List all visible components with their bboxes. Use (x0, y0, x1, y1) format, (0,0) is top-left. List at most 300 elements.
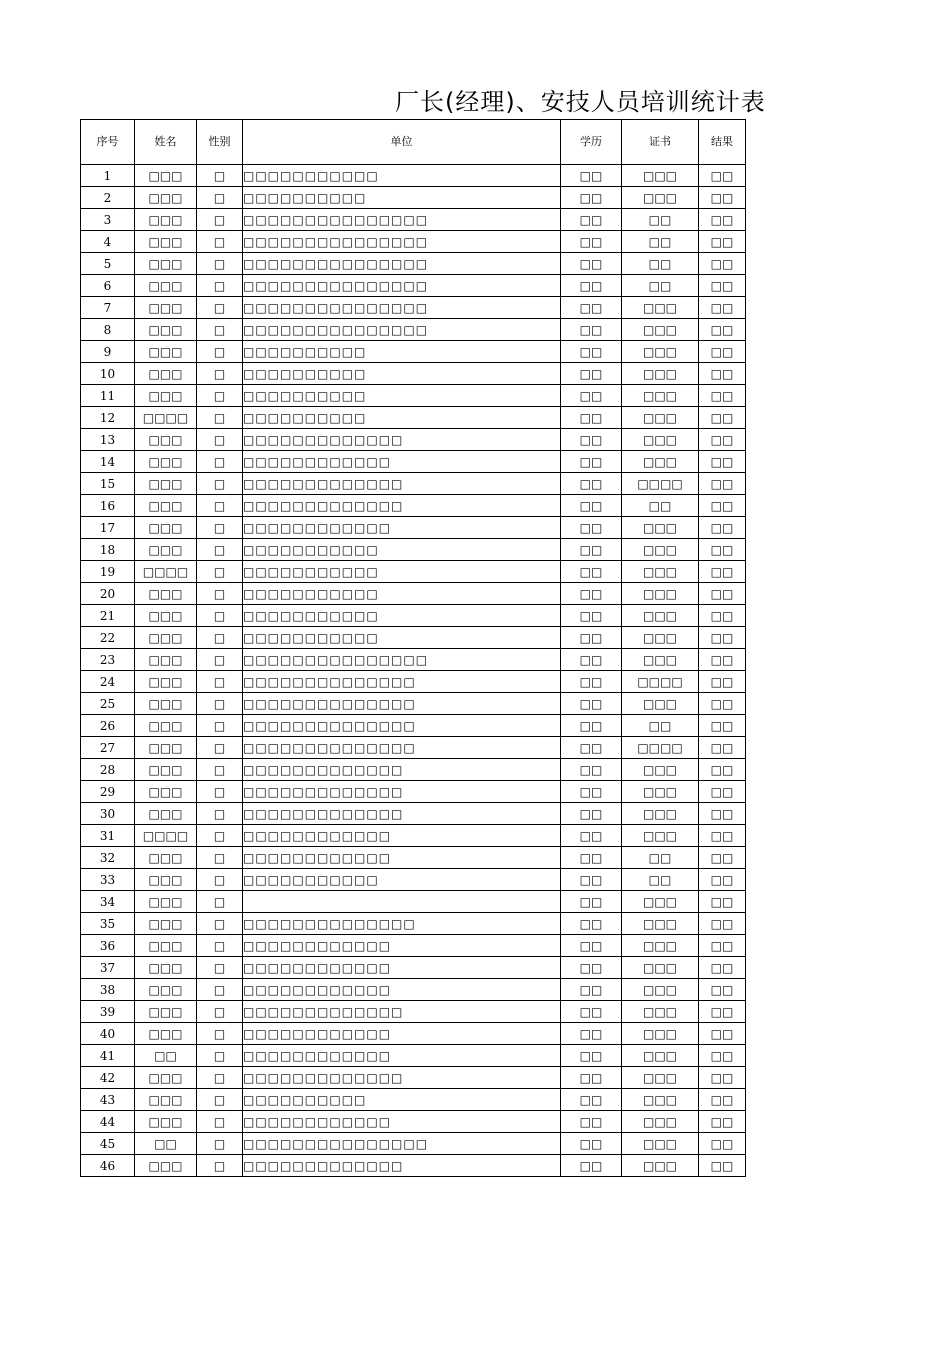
table-row (81, 715, 746, 737)
row-education: □□ (561, 319, 622, 341)
row-name: □□□ (135, 275, 197, 297)
row-education: □□ (561, 341, 622, 363)
row-sex: □ (197, 1023, 243, 1045)
row-unit: □□□□□□□□□□□ (243, 627, 561, 649)
row-number: 33 (81, 869, 135, 891)
row-education: □□ (561, 539, 622, 561)
row-education: □□ (561, 1023, 622, 1045)
row-education: □□ (561, 671, 622, 693)
row-sex: □ (197, 627, 243, 649)
row-sex: □ (197, 649, 243, 671)
row-certificate: □□□ (622, 1089, 699, 1111)
row-unit: □□□□□□□□□□□ (243, 561, 561, 583)
row-sex: □ (197, 1001, 243, 1023)
row-certificate: □□□ (622, 451, 699, 473)
row-sex: □ (197, 1111, 243, 1133)
row-sex: □ (197, 473, 243, 495)
row-sex: □ (197, 231, 243, 253)
row-sex: □ (197, 913, 243, 935)
row-education: □□ (561, 473, 622, 495)
row-unit: □□□□□□□□□□□□ (243, 957, 561, 979)
row-name: □□□ (135, 781, 197, 803)
row-certificate: □□□ (622, 1155, 699, 1177)
table-row (81, 1067, 746, 1089)
training-table (80, 119, 746, 1177)
row-number: 12 (81, 407, 135, 429)
row-certificate: □□ (622, 847, 699, 869)
row-unit (243, 891, 561, 913)
row-number: 6 (81, 275, 135, 297)
row-unit: □□□□□□□□□□□□□□ (243, 715, 561, 737)
row-unit: □□□□□□□□□□□□□□ (243, 913, 561, 935)
row-sex: □ (197, 803, 243, 825)
table-row (81, 803, 746, 825)
row-result: □□ (699, 275, 746, 297)
row-number: 36 (81, 935, 135, 957)
row-education: □□ (561, 407, 622, 429)
table-row (81, 1001, 746, 1023)
table-row (81, 473, 746, 495)
row-result: □□ (699, 517, 746, 539)
row-number: 18 (81, 539, 135, 561)
row-education: □□ (561, 517, 622, 539)
row-sex: □ (197, 869, 243, 891)
row-number: 29 (81, 781, 135, 803)
row-result: □□ (699, 407, 746, 429)
page-title: 厂长(经理)、安技人员培训统计表 (395, 88, 766, 116)
row-name: □□□□ (135, 825, 197, 847)
row-unit: □□□□□□□□□□□□ (243, 1111, 561, 1133)
row-number: 32 (81, 847, 135, 869)
row-number: 2 (81, 187, 135, 209)
row-sex: □ (197, 935, 243, 957)
row-unit: □□□□□□□□□□□□□ (243, 759, 561, 781)
row-number: 45 (81, 1133, 135, 1155)
row-certificate: □□□ (622, 1111, 699, 1133)
table-row (81, 825, 746, 847)
row-name: □□□ (135, 605, 197, 627)
row-result: □□ (699, 187, 746, 209)
row-name: □□□ (135, 913, 197, 935)
table-row (81, 385, 746, 407)
row-unit: □□□□□□□□□□□□ (243, 1045, 561, 1067)
row-education: □□ (561, 1001, 622, 1023)
row-education: □□ (561, 781, 622, 803)
row-result: □□ (699, 1155, 746, 1177)
row-result: □□ (699, 429, 746, 451)
row-result: □□ (699, 781, 746, 803)
table-row (81, 869, 746, 891)
header-certificate: 证书 (622, 120, 699, 165)
row-unit: □□□□□□□□□□□□□□ (243, 671, 561, 693)
row-education: □□ (561, 913, 622, 935)
row-name: □□□ (135, 319, 197, 341)
table-row (81, 1111, 746, 1133)
row-sex: □ (197, 363, 243, 385)
row-certificate: □□□ (622, 583, 699, 605)
row-number: 10 (81, 363, 135, 385)
row-number: 44 (81, 1111, 135, 1133)
row-name: □□□ (135, 451, 197, 473)
row-number: 27 (81, 737, 135, 759)
row-unit: □□□□□□□□□□□□ (243, 517, 561, 539)
row-sex: □ (197, 209, 243, 231)
row-number: 39 (81, 1001, 135, 1023)
row-education: □□ (561, 803, 622, 825)
row-unit: □□□□□□□□□□□ (243, 539, 561, 561)
row-education: □□ (561, 1067, 622, 1089)
row-certificate: □□□ (622, 341, 699, 363)
row-education: □□ (561, 275, 622, 297)
row-sex: □ (197, 605, 243, 627)
row-unit: □□□□□□□□□□□□□□□ (243, 209, 561, 231)
row-education: □□ (561, 957, 622, 979)
row-education: □□ (561, 583, 622, 605)
row-result: □□ (699, 473, 746, 495)
row-name: □□□ (135, 847, 197, 869)
row-sex: □ (197, 891, 243, 913)
row-name: □□□ (135, 363, 197, 385)
row-number: 42 (81, 1067, 135, 1089)
row-unit: □□□□□□□□□□ (243, 385, 561, 407)
row-unit: □□□□□□□□□□□□ (243, 825, 561, 847)
row-result: □□ (699, 913, 746, 935)
row-name: □□□ (135, 517, 197, 539)
row-unit: □□□□□□□□□□□□ (243, 847, 561, 869)
row-number: 31 (81, 825, 135, 847)
row-number: 43 (81, 1089, 135, 1111)
row-unit: □□□□□□□□□□ (243, 1089, 561, 1111)
row-number: 37 (81, 957, 135, 979)
row-sex: □ (197, 1133, 243, 1155)
row-number: 15 (81, 473, 135, 495)
table-row (81, 495, 746, 517)
row-number: 24 (81, 671, 135, 693)
row-sex: □ (197, 1155, 243, 1177)
row-certificate: □□□ (622, 781, 699, 803)
row-number: 22 (81, 627, 135, 649)
row-unit: □□□□□□□□□□□□□□□ (243, 275, 561, 297)
table-row (81, 847, 746, 869)
row-number: 17 (81, 517, 135, 539)
row-certificate: □□□ (622, 561, 699, 583)
row-number: 40 (81, 1023, 135, 1045)
row-result: □□ (699, 737, 746, 759)
header-sex: 性别 (197, 120, 243, 165)
row-result: □□ (699, 605, 746, 627)
row-result: □□ (699, 165, 746, 187)
table-row (81, 781, 746, 803)
row-name: □□□ (135, 979, 197, 1001)
row-result: □□ (699, 1045, 746, 1067)
row-unit: □□□□□□□□□□□□ (243, 935, 561, 957)
row-certificate: □□ (622, 209, 699, 231)
row-education: □□ (561, 869, 622, 891)
table-row (81, 979, 746, 1001)
row-education: □□ (561, 561, 622, 583)
row-certificate: □□□ (622, 165, 699, 187)
row-education: □□ (561, 605, 622, 627)
row-result: □□ (699, 539, 746, 561)
row-sex: □ (197, 253, 243, 275)
row-certificate: □□□ (622, 407, 699, 429)
row-certificate: □□□ (622, 935, 699, 957)
row-result: □□ (699, 451, 746, 473)
row-sex: □ (197, 693, 243, 715)
row-certificate: □□□ (622, 627, 699, 649)
row-unit: □□□□□□□□□□□□□ (243, 1155, 561, 1177)
row-sex: □ (197, 825, 243, 847)
row-unit: □□□□□□□□□□□□□ (243, 429, 561, 451)
row-unit: □□□□□□□□□□□□□ (243, 1001, 561, 1023)
table-row (81, 759, 746, 781)
table-row (81, 297, 746, 319)
row-certificate: □□□ (622, 649, 699, 671)
row-certificate: □□□ (622, 1067, 699, 1089)
row-education: □□ (561, 737, 622, 759)
row-sex: □ (197, 583, 243, 605)
row-education: □□ (561, 363, 622, 385)
row-unit: □□□□□□□□□□□□□□□ (243, 649, 561, 671)
table-row (81, 429, 746, 451)
row-sex: □ (197, 737, 243, 759)
row-result: □□ (699, 869, 746, 891)
row-certificate: □□□ (622, 693, 699, 715)
table-row (81, 187, 746, 209)
row-certificate: □□□ (622, 319, 699, 341)
row-sex: □ (197, 495, 243, 517)
row-certificate: □□□ (622, 297, 699, 319)
row-number: 38 (81, 979, 135, 1001)
row-certificate: □□□□ (622, 671, 699, 693)
row-number: 3 (81, 209, 135, 231)
table-row (81, 1045, 746, 1067)
row-result: □□ (699, 253, 746, 275)
row-education: □□ (561, 1045, 622, 1067)
row-sex: □ (197, 275, 243, 297)
row-education: □□ (561, 847, 622, 869)
row-certificate: □□□ (622, 979, 699, 1001)
row-certificate: □□□ (622, 891, 699, 913)
row-certificate: □□□ (622, 825, 699, 847)
row-name: □□□ (135, 649, 197, 671)
row-unit: □□□□□□□□□□□ (243, 583, 561, 605)
row-result: □□ (699, 715, 746, 737)
row-name: □□□ (135, 495, 197, 517)
row-result: □□ (699, 341, 746, 363)
table-row (81, 913, 746, 935)
row-name: □□□ (135, 803, 197, 825)
row-education: □□ (561, 759, 622, 781)
row-sex: □ (197, 979, 243, 1001)
row-education: □□ (561, 891, 622, 913)
row-sex: □ (197, 671, 243, 693)
row-education: □□ (561, 297, 622, 319)
table-row (81, 209, 746, 231)
row-number: 5 (81, 253, 135, 275)
table-row (81, 957, 746, 979)
row-sex: □ (197, 957, 243, 979)
row-result: □□ (699, 319, 746, 341)
row-certificate: □□□ (622, 759, 699, 781)
row-sex: □ (197, 1067, 243, 1089)
row-unit: □□□□□□□□□□□□□□ (243, 737, 561, 759)
row-name: □□□ (135, 583, 197, 605)
table-row (81, 671, 746, 693)
row-certificate: □□ (622, 253, 699, 275)
row-unit: □□□□□□□□□□□□□□□ (243, 1133, 561, 1155)
row-result: □□ (699, 1023, 746, 1045)
row-certificate: □□□ (622, 363, 699, 385)
row-name: □□□ (135, 957, 197, 979)
row-unit: □□□□□□□□□□□□ (243, 979, 561, 1001)
table-row (81, 451, 746, 473)
row-name: □□□ (135, 209, 197, 231)
row-education: □□ (561, 935, 622, 957)
row-result: □□ (699, 1133, 746, 1155)
row-name: □□□ (135, 715, 197, 737)
row-sex: □ (197, 319, 243, 341)
row-number: 30 (81, 803, 135, 825)
table-row (81, 649, 746, 671)
row-name: □□□ (135, 671, 197, 693)
row-sex: □ (197, 1045, 243, 1067)
row-number: 16 (81, 495, 135, 517)
row-education: □□ (561, 627, 622, 649)
row-education: □□ (561, 165, 622, 187)
row-certificate: □□ (622, 231, 699, 253)
row-name: □□ (135, 1133, 197, 1155)
row-number: 26 (81, 715, 135, 737)
table-row (81, 539, 746, 561)
row-unit: □□□□□□□□□□ (243, 407, 561, 429)
row-sex: □ (197, 165, 243, 187)
row-certificate: □□□ (622, 1001, 699, 1023)
row-name: □□□ (135, 539, 197, 561)
row-certificate: □□□ (622, 517, 699, 539)
row-unit: □□□□□□□□□□□□ (243, 451, 561, 473)
table-row (81, 561, 746, 583)
row-education: □□ (561, 979, 622, 1001)
row-result: □□ (699, 1089, 746, 1111)
row-education: □□ (561, 187, 622, 209)
row-name: □□ (135, 1045, 197, 1067)
header-result: 结果 (699, 120, 746, 165)
row-certificate: □□□ (622, 539, 699, 561)
table-row (81, 891, 746, 913)
row-sex: □ (197, 781, 243, 803)
row-sex: □ (197, 759, 243, 781)
row-sex: □ (197, 517, 243, 539)
row-education: □□ (561, 429, 622, 451)
row-education: □□ (561, 693, 622, 715)
row-number: 25 (81, 693, 135, 715)
table-row (81, 1133, 746, 1155)
header-education: 学历 (561, 120, 622, 165)
row-number: 23 (81, 649, 135, 671)
row-name: □□□ (135, 1001, 197, 1023)
row-certificate: □□□ (622, 803, 699, 825)
row-certificate: □□ (622, 715, 699, 737)
row-name: □□□ (135, 759, 197, 781)
table-body (81, 165, 746, 1177)
row-result: □□ (699, 693, 746, 715)
row-result: □□ (699, 803, 746, 825)
row-education: □□ (561, 231, 622, 253)
row-number: 1 (81, 165, 135, 187)
row-result: □□ (699, 627, 746, 649)
row-number: 41 (81, 1045, 135, 1067)
row-result: □□ (699, 957, 746, 979)
row-result: □□ (699, 385, 746, 407)
row-certificate: □□□ (622, 605, 699, 627)
header-no: 序号 (81, 120, 135, 165)
row-certificate: □□□ (622, 1023, 699, 1045)
table-row (81, 693, 746, 715)
row-name: □□□ (135, 1155, 197, 1177)
row-unit: □□□□□□□□□□□ (243, 605, 561, 627)
row-education: □□ (561, 1111, 622, 1133)
row-result: □□ (699, 297, 746, 319)
row-number: 7 (81, 297, 135, 319)
row-name: □□□ (135, 935, 197, 957)
row-sex: □ (197, 407, 243, 429)
row-sex: □ (197, 561, 243, 583)
row-name: □□□ (135, 627, 197, 649)
row-result: □□ (699, 495, 746, 517)
row-unit: □□□□□□□□□□ (243, 363, 561, 385)
row-name: □□□ (135, 891, 197, 913)
row-certificate: □□□ (622, 429, 699, 451)
row-number: 28 (81, 759, 135, 781)
row-certificate: □□□ (622, 913, 699, 935)
row-education: □□ (561, 715, 622, 737)
row-sex: □ (197, 1089, 243, 1111)
table-row (81, 583, 746, 605)
row-result: □□ (699, 825, 746, 847)
row-unit: □□□□□□□□□□□□ (243, 1023, 561, 1045)
table-row (81, 363, 746, 385)
table-row (81, 341, 746, 363)
row-education: □□ (561, 825, 622, 847)
table-row (81, 935, 746, 957)
row-result: □□ (699, 979, 746, 1001)
row-result: □□ (699, 1111, 746, 1133)
row-certificate: □□□ (622, 1045, 699, 1067)
row-name: □□□ (135, 473, 197, 495)
table-row (81, 275, 746, 297)
row-name: □□□ (135, 737, 197, 759)
row-unit: □□□□□□□□□□□□□ (243, 781, 561, 803)
row-name: □□□ (135, 385, 197, 407)
row-education: □□ (561, 1133, 622, 1155)
header-unit: 单位 (243, 120, 561, 165)
row-name: □□□□ (135, 561, 197, 583)
row-name: □□□ (135, 1111, 197, 1133)
row-number: 4 (81, 231, 135, 253)
header-row (81, 120, 746, 165)
row-result: □□ (699, 847, 746, 869)
row-certificate: □□ (622, 275, 699, 297)
row-sex: □ (197, 187, 243, 209)
row-certificate: □□□ (622, 957, 699, 979)
row-number: 11 (81, 385, 135, 407)
table-row (81, 627, 746, 649)
row-number: 8 (81, 319, 135, 341)
row-result: □□ (699, 561, 746, 583)
row-certificate: □□□ (622, 1133, 699, 1155)
row-certificate: □□□□ (622, 737, 699, 759)
